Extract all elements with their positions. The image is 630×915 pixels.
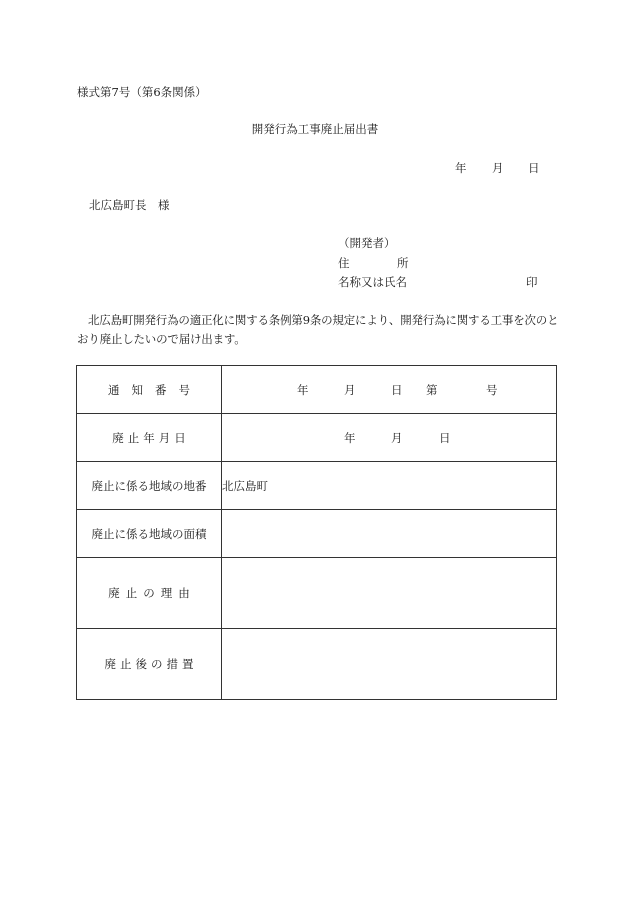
abolition-date-value[interactable] (222, 414, 557, 462)
notice-table (76, 365, 557, 700)
document-title: 開発行為工事廃止届出書 (251, 122, 379, 136)
measures-value[interactable] (222, 629, 557, 700)
address-label-first-char: 住 (338, 256, 350, 270)
notice-year-label: 年 (297, 382, 309, 397)
notice-month-label: 月 (344, 382, 356, 397)
developer-label: （開発者） (338, 236, 396, 250)
addressee: 北広島町長 様 (89, 198, 170, 212)
seal-mark: 印 (526, 275, 538, 289)
name-label: 名称又は氏名 (338, 275, 407, 289)
table-row-abolition-date (77, 414, 557, 462)
abolition-day-label: 日 (439, 430, 451, 445)
reason-label: 廃止の理由 (77, 558, 222, 629)
table-row-reason (77, 558, 557, 629)
notice-go-label: 号 (486, 382, 498, 397)
lot-number-value[interactable]: 北広島町 (222, 462, 557, 510)
body-text: 北広島町開発行為の適正化に関する条例第9条の規定により、開発行為に関する工事を次のとおり廃止したいので届け出ます。 (77, 313, 559, 346)
measures-label: 廃止後の措置 (77, 629, 222, 700)
form-number: 様式第7号（第6条関係） (77, 85, 207, 99)
address-label-second-char: 所 (397, 256, 409, 270)
notice-number-value[interactable] (222, 366, 557, 414)
abolition-year-label: 年 (344, 430, 356, 445)
area-value[interactable] (222, 510, 557, 558)
table-row-area (77, 510, 557, 558)
date-day-label: 日 (528, 161, 540, 175)
notice-dai-label: 第 (426, 382, 438, 397)
lot-number-label: 廃止に係る地域の地番 (77, 462, 222, 510)
table-row-lot-number (77, 462, 557, 510)
abolition-month-label: 月 (391, 430, 403, 445)
table-row-notice-number (77, 366, 557, 414)
reason-value[interactable] (222, 558, 557, 629)
notice-day-label: 日 (391, 382, 403, 397)
area-label: 廃止に係る地域の面積 (77, 510, 222, 558)
date-year-label: 年 (455, 161, 467, 175)
date-month-label: 月 (492, 161, 504, 175)
table-row-measures (77, 629, 557, 700)
abolition-date-label: 廃止年月日 (77, 414, 222, 462)
notice-number-label: 通知番号 (77, 366, 222, 414)
